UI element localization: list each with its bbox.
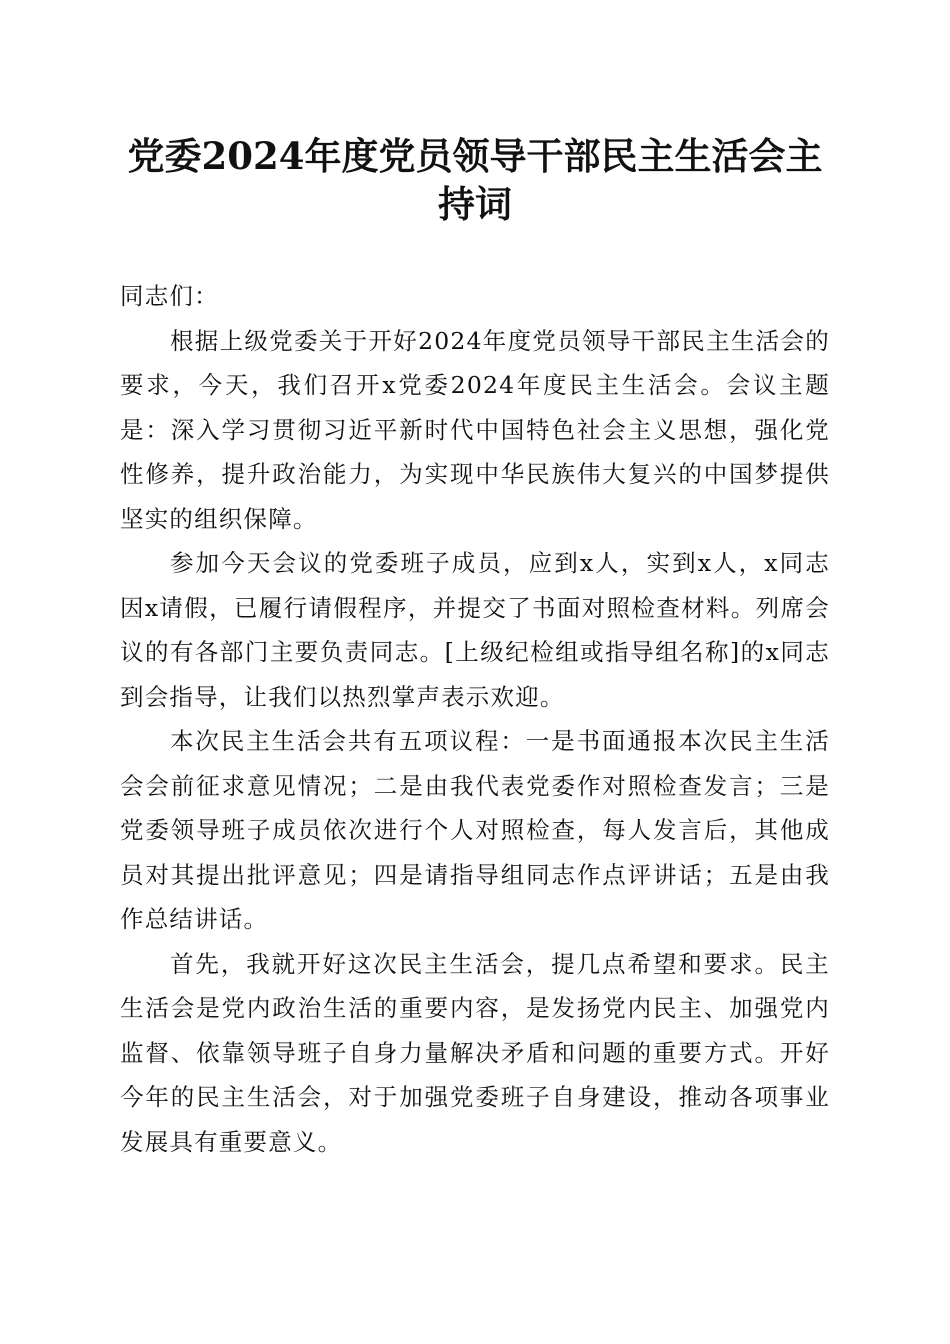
paragraph-1: 根据上级党委关于开好2024年度党员领导干部民主生活会的要求，今天，我们召开x党委2024年度民主生活会。会议主题是：深入学习贯彻习近平新时代中国特色社会主义思想，强化党性修养，提升政治能力，为实现中华民族伟大复兴的中国梦提供坚实的组织保障。: [120, 326, 830, 533]
paragraph-4: 首先，我就开好这次民主生活会，提几点希望和要求。民主生活会是党内政治生活的重要内容，是发扬党内民主、加强党内监督、依靠领导班子自身力量解决矛盾和问题的重要方式。开好今年的民主生活会，对于加强党委班子自身建设，推动各项事业发展具有重要意义。: [120, 949, 830, 1156]
salutation: 同志们：: [120, 282, 219, 310]
document-body: [120, 274, 830, 1164]
paragraph-2: 参加今天会议的党委班子成员，应到x人，实到x人，x同志因x请假，已履行请假程序，并提交了书面对照检查材料。列席会议的有各部门主要负责同志。[上级纪检组或指导组名称]的x同志到会指导，让我们以热烈掌声表示欢迎。: [120, 549, 830, 711]
paragraph-3: 本次民主生活会共有五项议程：一是书面通报本次民主生活会会前征求意见情况；二是由我代表党委作对照检查发言；三是党委领导班子成员依次进行个人对照检查，每人发言后，其他成员对其提出批评意见；四是请指导组同志作点评讲话；五是由我作总结讲话。: [120, 727, 830, 933]
document-title: 党委2024年度党员领导干部民主生活会主持词: [127, 134, 823, 226]
